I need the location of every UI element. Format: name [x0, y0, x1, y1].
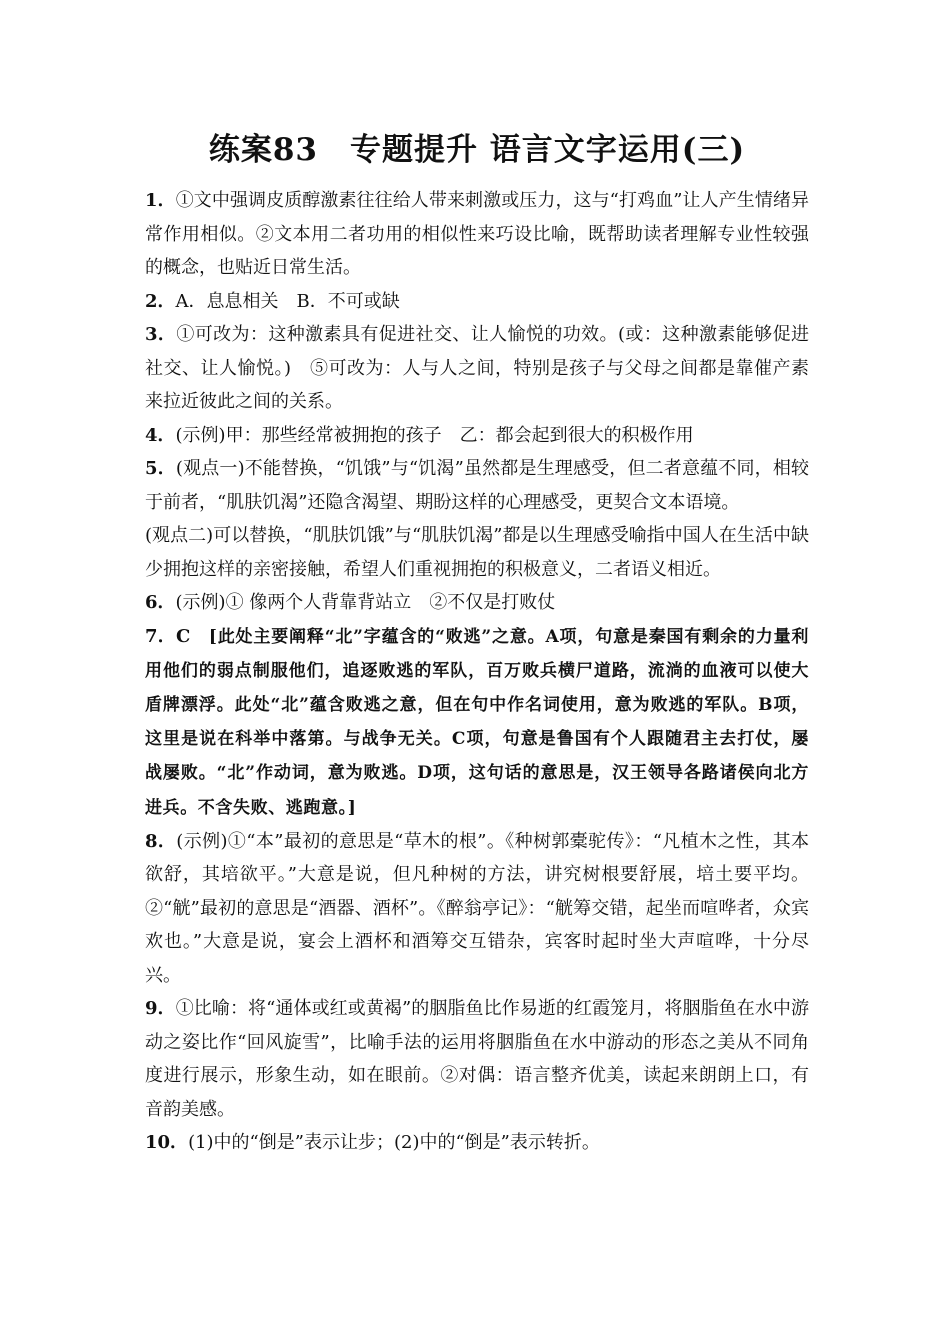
document-page	[145, 0, 809, 1160]
answer-text: ①文中强调皮质醇激素往往给人带来刺激或压力，这与“打鸡血”让人产生情绪异常作用相似。②文本用二者功用的相似性来巧设比喻，既帮助读者理解专业性较强的概念，也贴近日常生活。	[145, 190, 810, 278]
answer-number: 10．	[145, 1132, 189, 1154]
answer-1	[145, 184, 809, 285]
answer-number: 3．	[145, 324, 177, 345]
answer-text: (示例)① 像两个人背靠背站立 ②不仅是打败仗	[175, 592, 556, 613]
answer-text: ①可改为：这种激素具有促进社交、让人愉悦的功效。(或：这种激素能够促进社交、让人愉悦。) ⑤可改为：人与人之间，特别是孩子与父母之间都是靠催产素来拉近彼此之间的关系。	[145, 324, 809, 412]
answer-text: (示例)①“本”最初的意思是“草木的根”。《种树郭橐驼传》：“凡植木之性，其本欲舒，其培欲平。”大意是说，但凡种树的方法，讲究树根要舒展，培土要平均。②“觥”最初的意思是“酒器、酒杯”。《醉翁亭记》：“觥筹交错，起坐而喧哗者，众宾欢也。”大意是说，宴会上酒杯和酒筹交互错杂，宾客时起时坐大声喧哗，十分尽兴。	[145, 830, 809, 986]
answer-number: 4．	[145, 424, 176, 446]
answer-number: 9．	[145, 998, 176, 1020]
page-title: 练案83 专题提升 语言文字运用(三)	[208, 132, 746, 168]
answer-text: (示例)甲：那些经常被拥抱的孩子 乙：都会起到很大的积极作用	[175, 424, 694, 446]
answer-list	[145, 184, 809, 1160]
answer-text: A．息息相关 B．不可或缺	[175, 290, 400, 312]
answer-7	[145, 620, 809, 825]
answer-choice: C	[176, 625, 209, 647]
answer-5-viewpoint-2	[145, 519, 809, 586]
answer-9	[145, 992, 809, 1126]
answer-number: 7．	[145, 625, 176, 647]
answer-5	[145, 452, 809, 519]
answer-2	[145, 285, 809, 319]
answer-explanation: [此处主要阐释“北”字蕴含的“败逃”之意。A项，句意是秦国有剩余的力量利用他们的弱点制服他们，追逐败逃的军队，百万败兵横尸道路，流淌的血液可以使大盾牌漂浮。此处“北”蕴含败逃之意，但在句中作名词使用，意为败逃的军队。B项，这里是说在科举中落第。与战争无关。C项，句意是鲁国有个人跟随君主去打仗，屡战屡败。“北”作动词，意为败逃。D项，这句话的意思是，汉王领导各路诸侯向北方进兵。不含失败、逃跑意。]	[145, 626, 810, 818]
answer-8	[145, 825, 809, 993]
answer-4	[145, 419, 809, 453]
answer-text: (1)中的“倒是”表示让步；(2)中的“倒是”表示转折。	[188, 1132, 600, 1154]
answer-number: 8．	[145, 830, 177, 852]
answer-text: (观点二)可以替换，“肌肤饥饿”与“肌肤饥渴”都是以生理感受喻指中国人在生活中缺少拥抱这样的亲密接触，希望人们重视拥抱的积极意义，二者语义相近。	[145, 525, 809, 580]
answer-number: 1．	[145, 190, 176, 211]
answer-number: 6．	[145, 592, 176, 613]
answer-6	[145, 586, 809, 620]
answer-text: ①比喻：将“通体或红或黄褐”的胭脂鱼比作易逝的红霞笼月，将胭脂鱼在水中游动之姿比作“回风旋雪”，比喻手法的运用将胭脂鱼在水中游动的形态之美从不同角度进行展示，形象生动，如在眼前。②对偶：语言整齐优美，读起来朗朗上口，有音韵美感。	[145, 998, 810, 1120]
answer-text: (观点一)不能替换，“饥饿”与“饥渴”虽然都是生理感受，但二者意蕴不同，相较于前者，“肌肤饥渴”还隐含渴望、期盼这样的心理感受，更契合文本语境。	[145, 458, 809, 513]
answer-number: 5．	[145, 458, 176, 479]
answer-10	[145, 1126, 809, 1160]
answer-number: 2．	[145, 290, 176, 312]
answer-3	[145, 318, 809, 419]
